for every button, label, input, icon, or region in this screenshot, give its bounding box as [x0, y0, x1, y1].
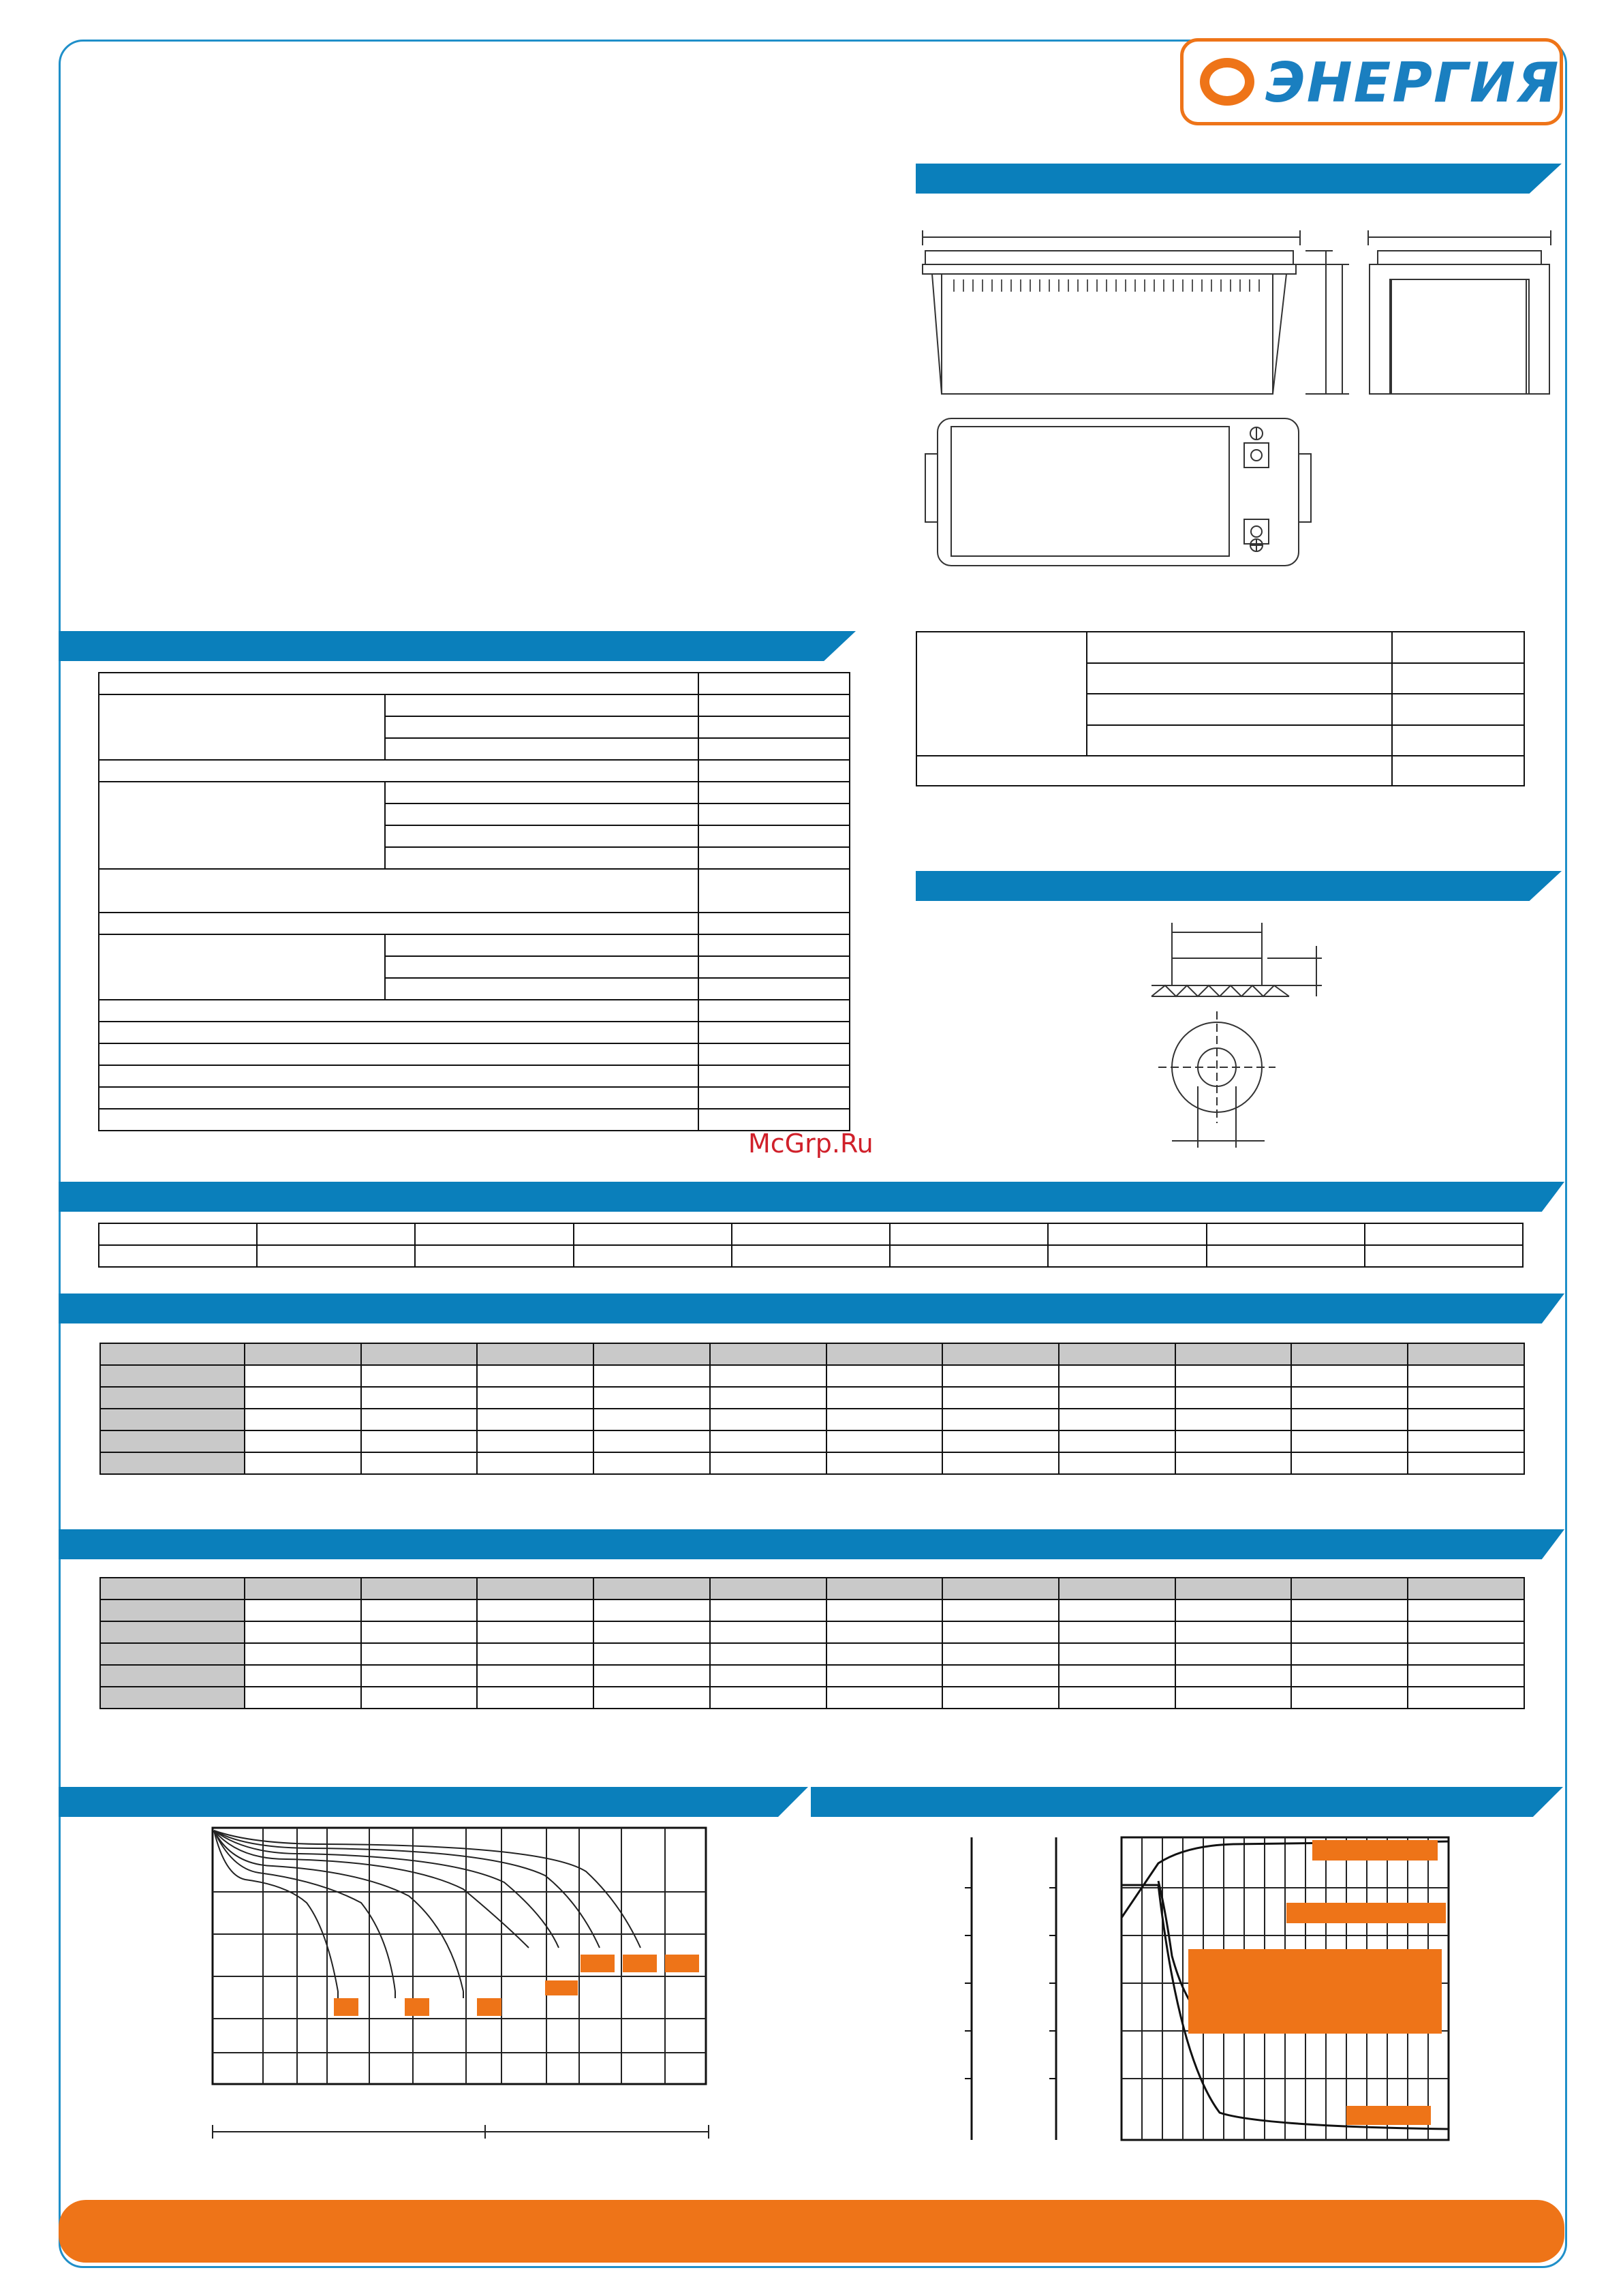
watermark: McGrp.Ru — [748, 1129, 874, 1159]
table-row — [100, 1665, 1524, 1687]
footer-band — [59, 2200, 1564, 2263]
battery-dimension-drawing — [913, 225, 1560, 579]
table-row — [99, 1245, 1523, 1267]
table-row — [99, 1043, 850, 1065]
logo-text: ЭНЕРГИЯ — [1265, 51, 1560, 114]
table-row — [99, 913, 850, 934]
table-row — [100, 1387, 1524, 1409]
table-row — [100, 1599, 1524, 1621]
table-row — [99, 1223, 1523, 1245]
band-terminal — [916, 871, 1562, 901]
band-charge-chart — [811, 1787, 1563, 1817]
table-row — [100, 1430, 1524, 1452]
capacity-table — [98, 1223, 1524, 1268]
plus-terminal-icon — [1250, 539, 1263, 551]
minus-terminal-icon — [1250, 427, 1263, 440]
table-row — [99, 782, 850, 803]
charge-chart — [961, 1826, 1458, 2147]
table-row — [100, 1643, 1524, 1665]
band-discharge-chart — [59, 1787, 808, 1817]
band-dimensions — [916, 164, 1562, 194]
table-row — [100, 1687, 1524, 1709]
table-row — [99, 869, 850, 913]
table-row — [100, 1578, 1524, 1599]
terminal-drawing — [1145, 916, 1349, 1154]
band-full-width-2 — [59, 1294, 1564, 1323]
band-full-width-3 — [59, 1529, 1564, 1559]
table-row — [99, 694, 850, 716]
table-row — [99, 934, 850, 956]
table-row — [100, 1409, 1524, 1430]
table-row — [99, 1000, 850, 1022]
table-row — [916, 632, 1524, 663]
table-row — [100, 1365, 1524, 1387]
table-row — [100, 1621, 1524, 1643]
table-row — [916, 756, 1524, 786]
band-specifications — [59, 631, 856, 661]
specifications-table — [98, 672, 850, 1131]
table-row — [99, 1109, 850, 1131]
table-row — [100, 1343, 1524, 1365]
table-row — [100, 1452, 1524, 1474]
brand-logo — [1180, 38, 1563, 125]
table-row — [99, 673, 850, 694]
table-row — [99, 1087, 850, 1109]
logo-mark-icon — [1200, 58, 1254, 106]
dimensions-table — [916, 631, 1525, 786]
discharge-chart — [204, 1821, 722, 2148]
table-row — [99, 760, 850, 782]
table-row — [99, 1022, 850, 1043]
constant-current-table — [99, 1343, 1525, 1475]
band-full-width-1 — [59, 1182, 1564, 1212]
constant-power-table — [99, 1577, 1525, 1709]
table-row — [99, 1065, 850, 1087]
